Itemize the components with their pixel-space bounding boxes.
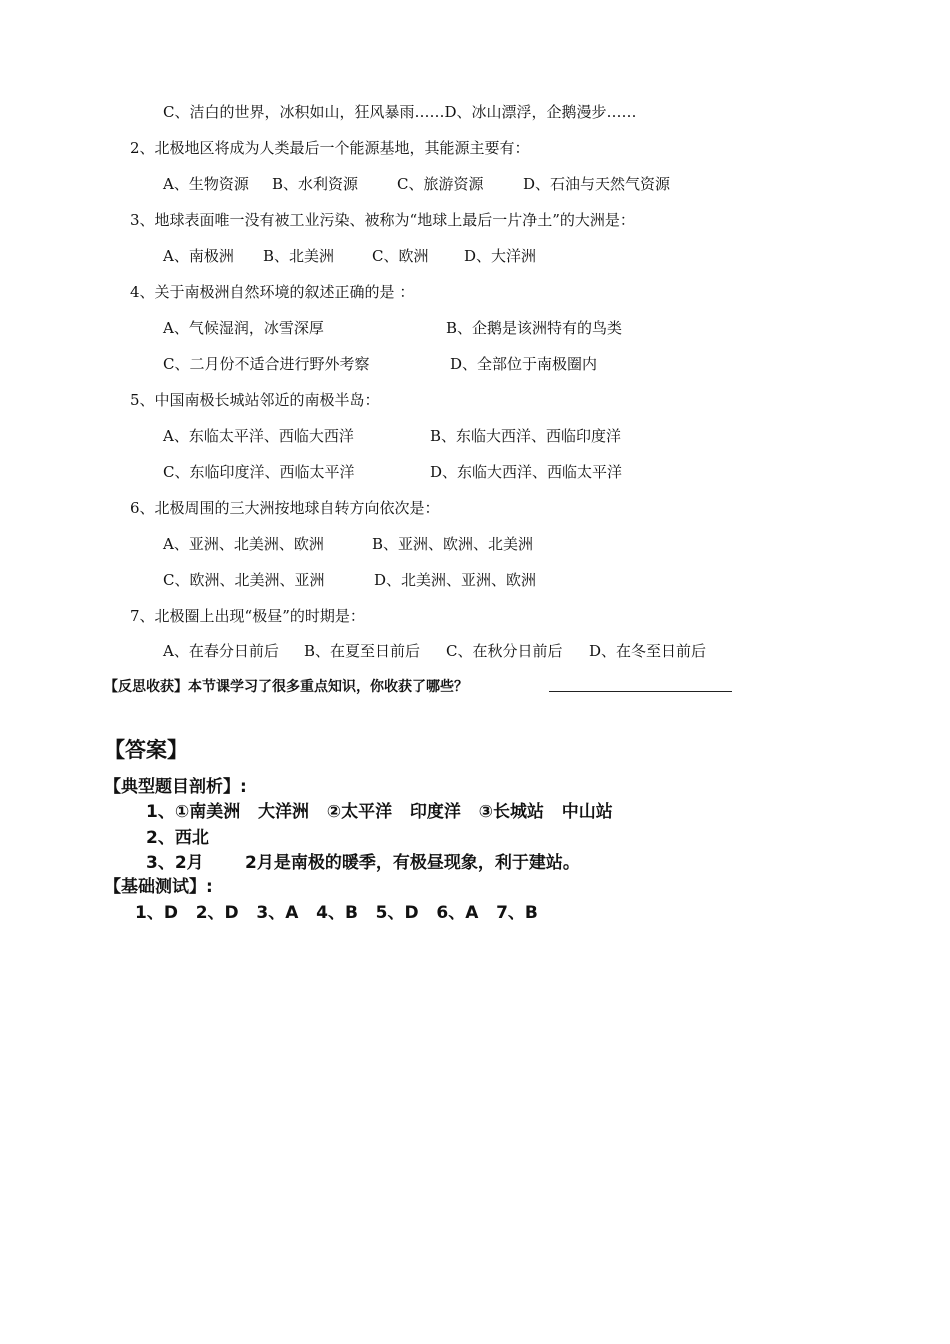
q3-stem: 3、地球表面唯一没有被工业污染、被称为“地球上最后一片净土”的大洲是： xyxy=(130,211,635,229)
q7-option-b: B、在夏至日前后 xyxy=(304,642,421,660)
q4-option-a: A、气候湿润，冰雪深厚 xyxy=(163,319,324,337)
q2-option-a: A、生物资源 xyxy=(163,175,249,193)
q7-option-a: A、在春分日前后 xyxy=(163,642,279,660)
q7-option-c: C、在秋分日前后 xyxy=(446,642,563,660)
q3-option-d: D、大洋洲 xyxy=(464,247,537,265)
q2-option-b: B、水利资源 xyxy=(272,175,359,193)
basic-heading: 【基础测试】: xyxy=(104,877,213,897)
q5-option-b: B、东临大西洋、西临印度洋 xyxy=(430,427,622,445)
q4-stem: 4、关于南极洲自然环境的叙述正确的是 ： xyxy=(130,283,415,301)
reflection-prompt: 【反思收获】本节课学习了很多重点知识，你收获了哪些？ xyxy=(104,679,468,695)
q4-option-b: B、企鹅是该洲特有的鸟类 xyxy=(446,319,623,337)
reflection-answer-blank[interactable] xyxy=(549,691,732,692)
q7-option-d: D、在冬至日前后 xyxy=(589,642,707,660)
q5-option-c: C、东临印度洋、西临太平洋 xyxy=(163,463,355,481)
typical-answer-3-reason: 2月是南极的暖季，有极昼现象，利于建站。 xyxy=(245,853,580,873)
typical-answer-3-month: 3、2月 xyxy=(146,853,204,873)
q2-option-c: C、旅游资源 xyxy=(397,175,484,193)
q3-option-b: B、北美洲 xyxy=(263,247,335,265)
q6-option-b: B、亚洲、欧洲、北美洲 xyxy=(372,535,534,553)
typical-heading: 【典型题目剖析】: xyxy=(104,777,247,797)
q4-option-d: D、全部位于南极圈内 xyxy=(450,355,598,373)
q6-stem: 6、北极周围的三大洲按地球自转方向依次是： xyxy=(130,499,440,517)
q7-stem: 7、北极圈上出现“极昼”的时期是： xyxy=(130,607,365,625)
q3-option-c: C、欧洲 xyxy=(372,247,429,265)
basic-answers: 1、D 2、D 3、A 4、B 5、D 6、A 7、B xyxy=(135,903,538,923)
q5-option-a: A、东临太平洋、西临大西洋 xyxy=(163,427,354,445)
q5-stem: 5、中国南极长城站邻近的南极半岛： xyxy=(130,391,380,409)
q2-stem: 2、北极地区将成为人类最后一个能源基地，其能源主要有： xyxy=(130,139,530,157)
q5-option-d: D、东临大西洋、西临太平洋 xyxy=(430,463,623,481)
q6-option-d: D、北美洲、亚洲、欧洲 xyxy=(374,571,537,589)
q1-option-cd: C、洁白的世界，冰积如山，狂风暴雨……D、冰山漂浮，企鹅漫步…… xyxy=(163,103,637,121)
q6-option-a: A、亚洲、北美洲、欧洲 xyxy=(163,535,324,553)
q4-option-c: C、二月份不适合进行野外考察 xyxy=(163,355,370,373)
typical-answer-1: 1、①南美洲 大洋洲 ②太平洋 印度洋 ③长城站 中山站 xyxy=(146,802,613,822)
q6-option-c: C、欧洲、北美洲、亚洲 xyxy=(163,571,325,589)
q2-option-d: D、石油与天然气资源 xyxy=(523,175,671,193)
typical-answer-2: 2、西北 xyxy=(146,828,209,848)
answer-heading: 【答案】 xyxy=(104,738,188,762)
q3-option-a: A、南极洲 xyxy=(163,247,234,265)
